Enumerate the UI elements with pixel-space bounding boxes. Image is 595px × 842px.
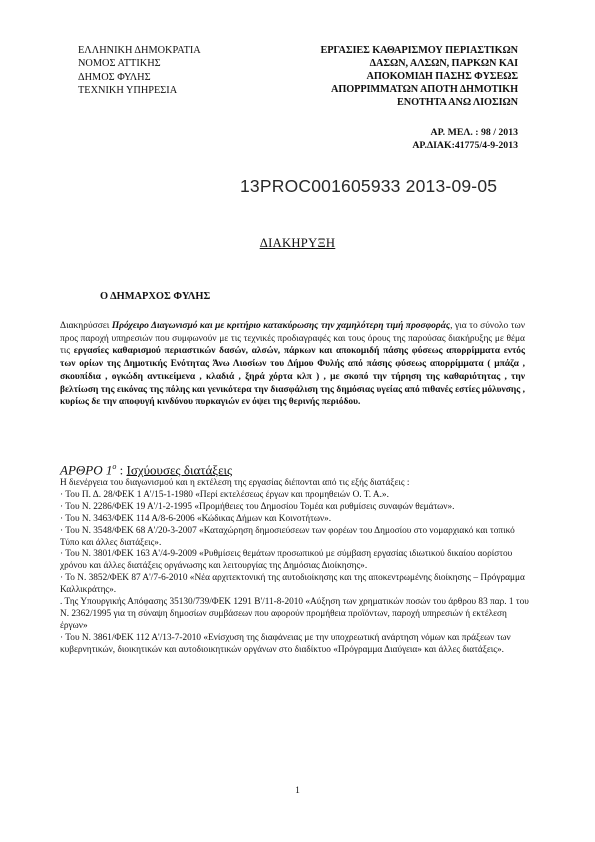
provision-item: · Του Ν. 3801/ΦΕΚ 163 Α'/4-9-2009 «Ρυθμίσεις θεμάτων προσωπικού με σύμβαση εργασίας ιδιωτικού δικαίου αορίστου χρόνου και άλλες διατάξεις οργάνωσης και λειτουργίας της Δημόσιας Διοίκησης». — [60, 549, 513, 572]
issuer-heading: Ο ΔΗΜΑΡΧΟΣ ΦΥΛΗΣ — [100, 291, 211, 302]
authority-header — [78, 44, 201, 97]
header-left-line: ΝΟΜΟΣ ΑΤΤΙΚΗΣ — [78, 58, 161, 70]
header-right-line: ΔΑΣΩΝ, ΑΛΣΩΝ, ΠΑΡΚΩΝ ΚΑΙ — [369, 58, 518, 70]
intro-text: Διακηρύσσει — [60, 321, 112, 331]
header-left-line: ΔΗΜΟΣ ΦΥΛΗΣ — [78, 71, 151, 83]
header-right-line: ΕΝΟΤΗΤΑ ΑΝΩ ΛΙΟΣΙΩΝ — [397, 97, 518, 109]
intro-text: , για το σύνολο των προς παροχή υπηρεσιών που συμφωνούν με τις τεχνικές προδιαγραφές και τους όρους της παρούσας διακήρυξης με θέμα τις — [60, 321, 525, 357]
provisions-list — [60, 478, 530, 657]
provision-item: · Του Ν. 2286/ΦΕΚ 19 Α'/1-2-1995 «Προμήθειες του Δημοσίου Τομέα και ρυθμίσεις συναφών θεμάτων». — [60, 501, 455, 512]
document-title: ΔΙΑΚΗΡΥΞΗ — [259, 236, 336, 250]
intro-paragraph — [60, 320, 525, 409]
study-number: ΑΡ. ΜΕΛ. : 98 / 2013 — [430, 127, 518, 138]
project-title-header — [320, 44, 518, 109]
header-left-line: ΕΛΛΗΝΙΚΗ ΔΗΜΟΚΡΑΤΙΑ — [78, 45, 201, 56]
page-number: 1 — [295, 786, 300, 796]
provision-item: . Της Υπουργικής Απόφασης 35130/739/ΦΕΚ 1291 Β'/11-8-2010 «Αύξηση των χρηματικών ποσών του άρθρου 83 παρ. 1 του Ν. 2362/1995 για τη σύναψη δημοσίων συμβάσεων που αφορούν προμήθεια προϊόντων, παροχή υπηρεσιών ή εκτέλεση έργων» — [60, 597, 529, 631]
intro-subject: εργασίες καθαρισμού περιαστικών δασών, αλσών, πάρκων και αποκομιδή πάσης φύσεως απορρίμματα εντός των ορίων της Δημοτικής Ενότητας Άνω Λιοσίων του Δήμου Φυλής από πάσης φύσεως απορρίμματα ( μπάζα , σκουπίδια , ογκώδη αντικείμενα , κλαδιά , ξηρά χόρτα κλπ ) , με σκοπό την τήρηση της καθαριότητας , την βελτίωση της εικόνας της πόλης και γενικότερα την διασφάλιση της δημόσιας υγείας από πιθανές εστίες μόλυνσης , κυρίως δε την αποφυγή κινδύνου πυρκαγιών εν όψει της θερινής περιόδου. — [60, 346, 525, 408]
provision-item: · Του Ν. 3861/ΦΕΚ 112 Α'/13-7-2010 «Ενίσχυση της διαφάνειας με την υποχρεωτική ανάρτηση νόμων και πράξεων των κυβερνητικών, διοικητικών και αυτοδιοικητικών οργάνων στο διαδίκτυο «Πρόγραμμα Διαύγεια» και άλλες διατάξεις». — [60, 632, 511, 655]
header-right-line: ΕΡΓΑΣΙΕΣ ΚΑΘΑΡΙΣΜΟΥ ΠΕΡΙΑΣΤΙΚΩΝ — [320, 45, 518, 56]
provision-item: · Του Ν. 3463/ΦΕΚ 114 Α/8-6-2006 «Κώδικας Δήμων και Κοινοτήτων». — [60, 513, 332, 524]
article-subject: Ισχύουσες διατάξεις — [126, 462, 233, 478]
article-ordinal: ο — [112, 462, 117, 471]
provision-item: · Του Π. Δ. 28/ΦΕΚ 1 Α'/15-1-1980 «Περί εκτελέσεως έργων και προμηθειών Ο. Τ. Α.». — [60, 489, 389, 500]
provision-item: · Το Ν. 3852/ΦΕΚ 87 Α'/7-6-2010 «Νέα αρχιτεκτονική της αυτοδιοίκησης και της αποκεντρωμένης διοίκησης – Πρόγραμμα Καλλικράτης». — [60, 573, 525, 596]
header-right-line: ΑΠΟΚΟΜΙΔΗ ΠΑΣΗΣ ΦΥΣΕΩΣ — [366, 71, 518, 83]
intro-tender-type: Πρόχειρο Διαγωνισμό και με κριτήριο κατακύρωσης την χαμηλότερη τιμή προσφοράς — [111, 321, 451, 331]
provision-item: Η διενέργεια του διαγωνισμού και η εκτέλεση της εργασίας διέπονται από τις εξής διατάξεις : — [60, 478, 410, 488]
provision-item: · Του Ν. 3548/ΦΕΚ 68 Α'/20-3-2007 «Καταχώρηση δημοσιεύσεων των φορέων του Δημοσίου στο νομαρχιακό και τοπικό Τύπο και άλλες διατάξεις». — [60, 525, 515, 548]
proclamation-number: ΑΡ.ΔΙΑΚ:41775/4-9-2013 — [412, 140, 518, 151]
registry-stamp: 13PROC001605933 2013-09-05 — [240, 176, 498, 196]
header-right-line: ΑΠΟΡΡΙΜΜΑΤΩΝ ΑΠΟΤΗ ΔΗΜΟΤΙΚΗ — [330, 84, 518, 96]
article-heading — [60, 462, 232, 478]
header-left-line: ΤΕΧΝΙΚΗ ΥΠΗΡΕΣΙΑ — [78, 84, 178, 96]
article-number: ΑΡΘΡΟ 1 — [60, 462, 113, 478]
article-separator: : — [116, 462, 127, 478]
reference-numbers — [412, 126, 518, 152]
